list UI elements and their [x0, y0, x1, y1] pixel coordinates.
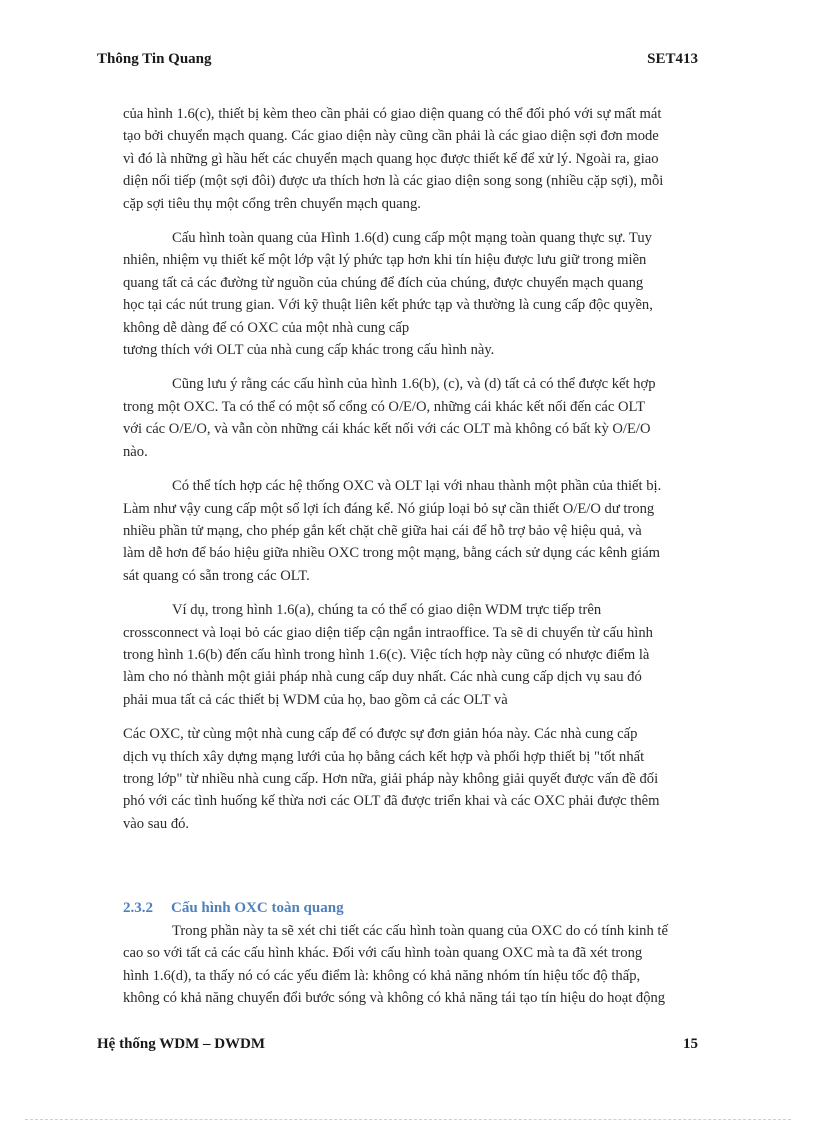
page-number: 15: [683, 1036, 698, 1052]
text-line: làm dễ hơn để báo hiệu giữa nhiều OXC trong một mạng, bằng cách sử dụng các kênh giám: [123, 545, 661, 562]
body-text: [123, 103, 716, 835]
paragraph-2: [123, 227, 716, 361]
section-title: Cấu hình OXC toàn quang: [171, 900, 344, 916]
section-paragraph: [123, 920, 716, 1010]
section-number: 2.3.2: [123, 900, 153, 916]
paragraph-3: [123, 373, 716, 463]
section-heading: [123, 900, 344, 917]
text-line: của hình 1.6(c), thiết bị kèm theo cần phải có giao diện quang có thể đối phó với sự mất mát: [123, 106, 662, 122]
text-line: học tại các nút trung gian. Với kỹ thuật liên kết phức tạp và thường là cung cấp độc quyền,: [123, 297, 653, 314]
header-title: Thông Tin Quang: [97, 51, 212, 67]
header-course-code: SET413: [647, 51, 698, 67]
text-line: Làm như vậy cung cấp một số lợi ích đáng kể. Nó giúp loại bỏ sự cần thiết O/E/O dư trong: [123, 500, 655, 517]
text-line: không có khả năng chuyển đổi bước sóng và không có khả năng tái tạo tín hiệu do hoạt động: [123, 990, 666, 1007]
text-line: với các O/E/O, và vẫn còn những cái khác kết nối với các OLT mà không có bất kỳ O/E/O: [123, 421, 651, 438]
text-line: Cũng lưu ý rằng các cấu hình của hình 1.6(b), (c), và (d) tất cả có thể được kết hợp: [172, 376, 656, 393]
text-line: trong lớp" từ nhiều nhà cung cấp. Hơn nữa, giải pháp này không giải quyết được vấn đề đối: [123, 770, 659, 787]
paragraph-4: [123, 475, 716, 587]
text-line: Cấu hình toàn quang của Hình 1.6(d) cung cấp một mạng toàn quang thực sự. Tuy: [172, 230, 652, 247]
text-line: cặp sợi tiêu thụ một cổng trên chuyển mạch quang.: [123, 195, 421, 212]
text-line: quang tất cả các đường từ nguồn của chúng để đích của chúng, được chuyển mạch quang: [123, 274, 644, 291]
text-line: vì đó là những gì hầu hết các chuyển mạch quang học được thiết kế để xử lý. Ngoài ra, giao: [123, 150, 659, 167]
text-line: nhiều phần tử mạng, cho phép gắn kết chặt chẽ giữa hai cái để hỗ trợ bảo vệ hiệu quả, và: [123, 522, 642, 539]
paragraph-6: [123, 723, 716, 835]
text-line: trong một OXC. Ta có thể có một số cổng có O/E/O, những cái khác kết nối đến các OLT: [123, 398, 646, 415]
section-body: [123, 920, 716, 1010]
paragraph-5: [123, 599, 716, 711]
text-line: Có thể tích hợp các hệ thống OXC và OLT lại với nhau thành một phần của thiết bị.: [172, 478, 662, 495]
text-line: làm cho nó thành một giải pháp nhà cung cấp duy nhất. Các nhà cung cấp dịch vụ sau đó: [123, 669, 642, 686]
text-line: tương thích với OLT của nhà cung cấp khác trong cấu hình này.: [123, 342, 495, 359]
text-line: trong hình 1.6(b) đến cấu hình trong hình 1.6(c). Việc tích hợp này cũng có nhược điểm là: [123, 646, 650, 663]
text-line: dịch vụ thích xây dựng mạng lưới của họ bằng cách kết hợp và phối hợp thiết bị "tốt nhất: [123, 748, 645, 765]
paragraph-1: [123, 103, 716, 215]
text-line: tạo bởi chuyển mạch quang. Các giao diện này cũng cần phải là các giao diện sợi đơn mode: [123, 128, 659, 145]
text-line: nhiên, nhiệm vụ thiết kế một lớp vật lý phức tạp hơn khi tín hiệu được lưu giữ trong miền: [123, 252, 647, 269]
text-line: không dễ dàng để có OXC của một nhà cung cấp: [123, 319, 410, 336]
text-line: vào sau đó.: [123, 815, 190, 832]
footer-title: Hệ thống WDM – DWDM: [97, 1036, 266, 1052]
text-line: phó với các tình huống kế thừa nơi các OLT đã được triển khai và các OXC phải được thêm: [123, 793, 660, 810]
text-line: diện nối tiếp (một sợi đôi) được ưa thích hơn là các giao diện song song (nhiều cặp sợi), mỗi: [123, 173, 664, 190]
text-line: cao so với tất cả các cấu hình khác. Đối với cấu hình toàn quang OXC mà ta đã xét trong: [123, 945, 643, 962]
text-line: Ví dụ, trong hình 1.6(a), chúng ta có thể có giao diện WDM trực tiếp trên: [172, 602, 602, 619]
text-line: phải mua tất cả các thiết bị WDM của họ, bao gồm cả các OLT và: [123, 691, 508, 708]
page-break-divider: [25, 1119, 791, 1120]
text-line: sát quang có sẵn trong các OLT.: [123, 567, 310, 584]
text-line: nào.: [123, 443, 148, 460]
text-line: hình 1.6(d), ta thấy nó có các yếu điểm là: không có khả năng nhóm tín hiệu tốc độ thấp,: [123, 967, 641, 984]
text-line: Trong phần này ta sẽ xét chi tiết các cấu hình toàn quang của OXC do có tính kinh tế: [172, 923, 668, 939]
text-line: Các OXC, từ cùng một nhà cung cấp để có được sự đơn giản hóa này. Các nhà cung cấp: [123, 726, 638, 743]
text-line: crossconnect và loại bỏ các giao diện tiếp cận ngắn intraoffice. Ta sẽ di chuyển từ cấu hình: [123, 624, 653, 641]
